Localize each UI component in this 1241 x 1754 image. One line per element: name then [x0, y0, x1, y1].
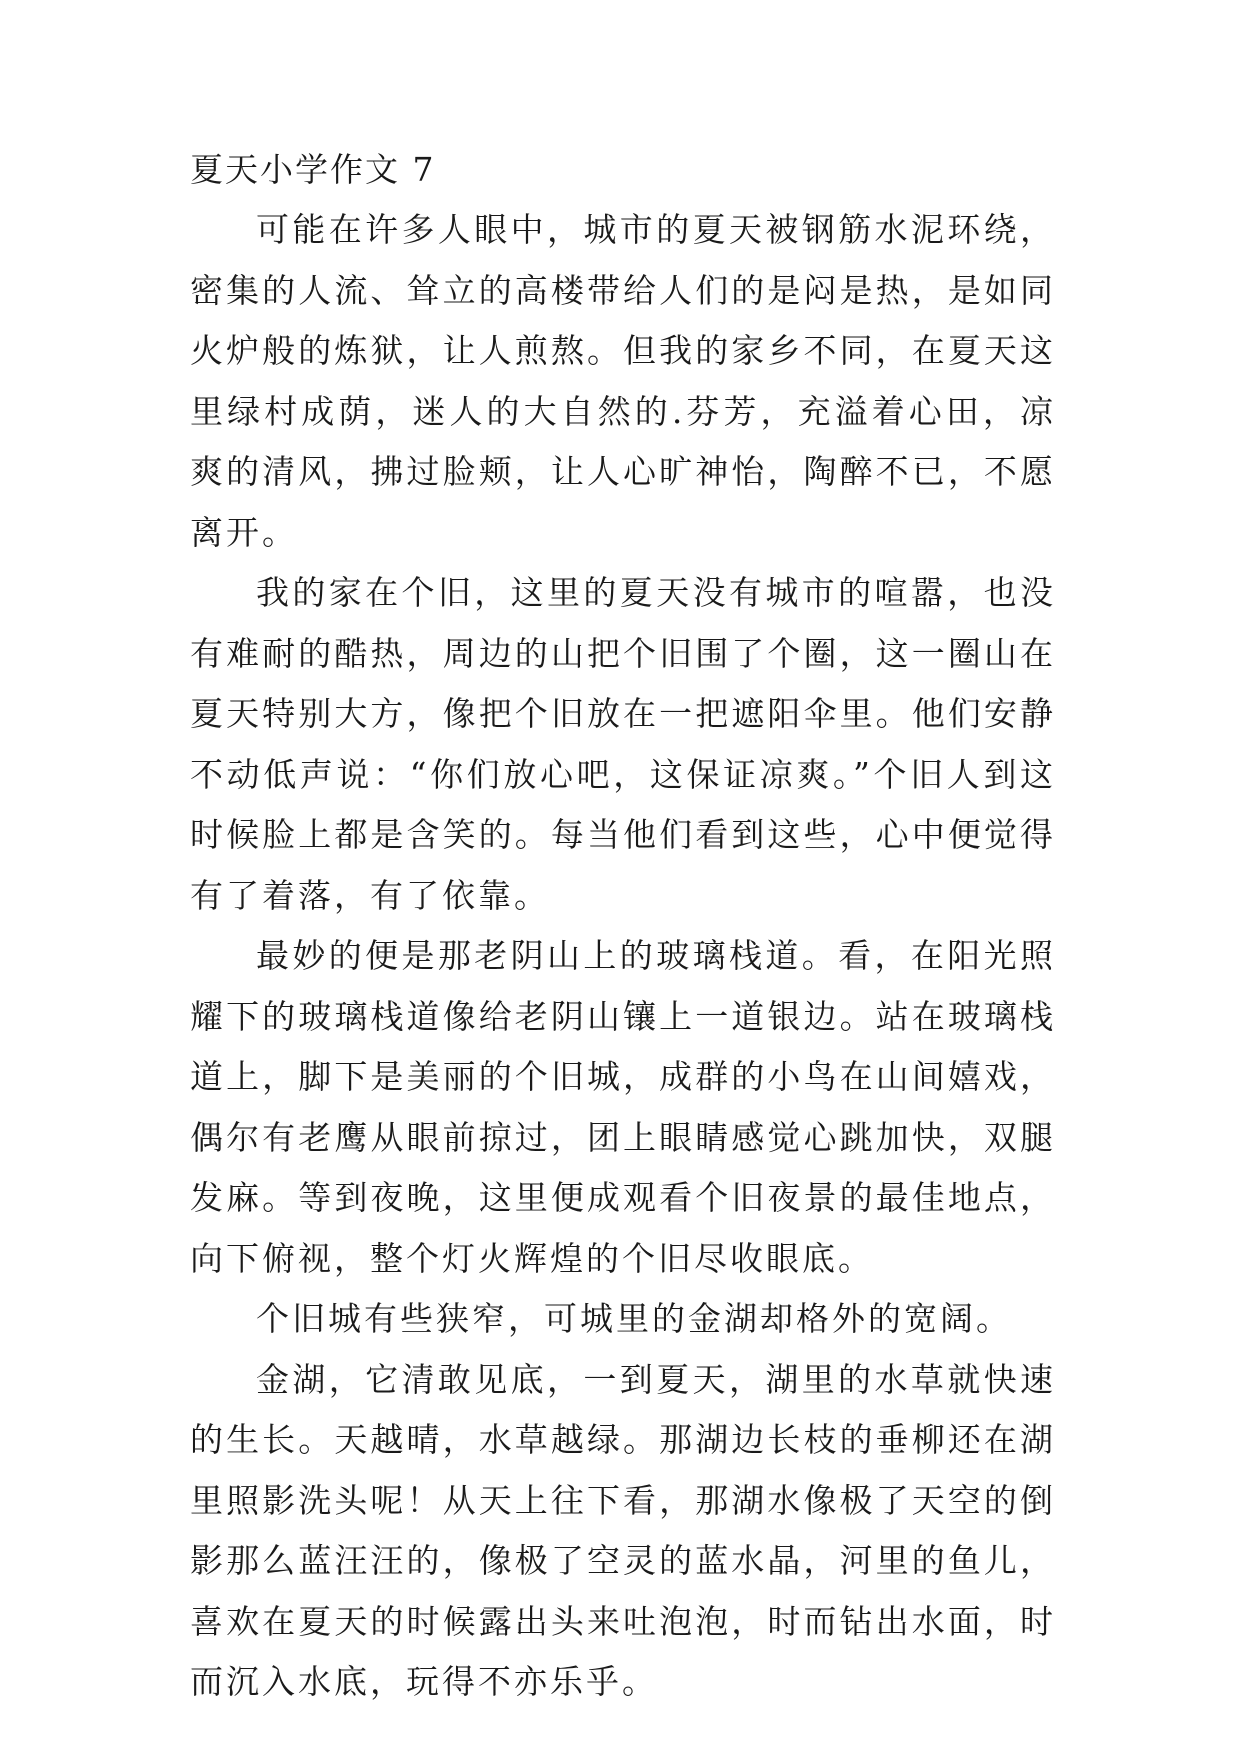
- document-title: 夏天小学作文 7: [190, 150, 436, 189]
- paragraph-5: 金湖，它清敢见底，一到夏天，湖里的水草就快速的生长。天越晴，水草越绿。那湖边长枝的垂柳还在湖里照影洗头呢！从天上往下看，那湖水像极了天空的倒影那么蓝汪汪的，像极了空灵的蓝水晶，河里的鱼儿，喜欢在夏天的时候露出头来吐泡泡，时而钻出水面，时而沉入水底，玩得不亦乐乎。: [190, 1359, 1056, 1701]
- paragraph-2: 我的家在个旧，这里的夏天没有城市的喧嚣，也没有难耐的酷热，周边的山把个旧围了个圈，这一圈山在夏天特别大方，像把个旧放在一把遮阳伞里。他们安静不动低声说：“你们放心吧，这保证凉爽。”个旧人到这时候脸上都是含笑的。每当他们看到这些，心中便觉得有了着落，有了依靠。: [190, 573, 1056, 915]
- document-page: [190, 140, 1056, 1713]
- paragraph-1: 可能在许多人眼中，城市的夏天被钢筋水泥环绕，密集的人流、耸立的高楼带给人们的是闷是热，是如同火炉般的炼狱，让人煎熬。但我的家乡不同，在夏天这里绿村成荫，迷人的大自然的.芬芳，充溢着心田，凉爽的清风，拂过脸颊，让人心旷神怡，陶醉不已，不愿离开。: [190, 210, 1056, 552]
- paragraph-4: 个旧城有些狭窄，可城里的金湖却格外的宽阔。: [256, 1299, 1012, 1338]
- paragraph-3: 最妙的便是那老阴山上的玻璃栈道。看，在阳光照耀下的玻璃栈道像给老阴山镶上一道银边。站在玻璃栈道上，脚下是美丽的个旧城，成群的小鸟在山间嬉戏，偶尔有老鹰从眼前掠过，团上眼睛感觉心跳加快，双腿发麻。等到夜晚，这里便成观看个旧夜景的最佳地点，向下俯视，整个灯火辉煌的个旧尽收眼底。: [190, 936, 1056, 1278]
